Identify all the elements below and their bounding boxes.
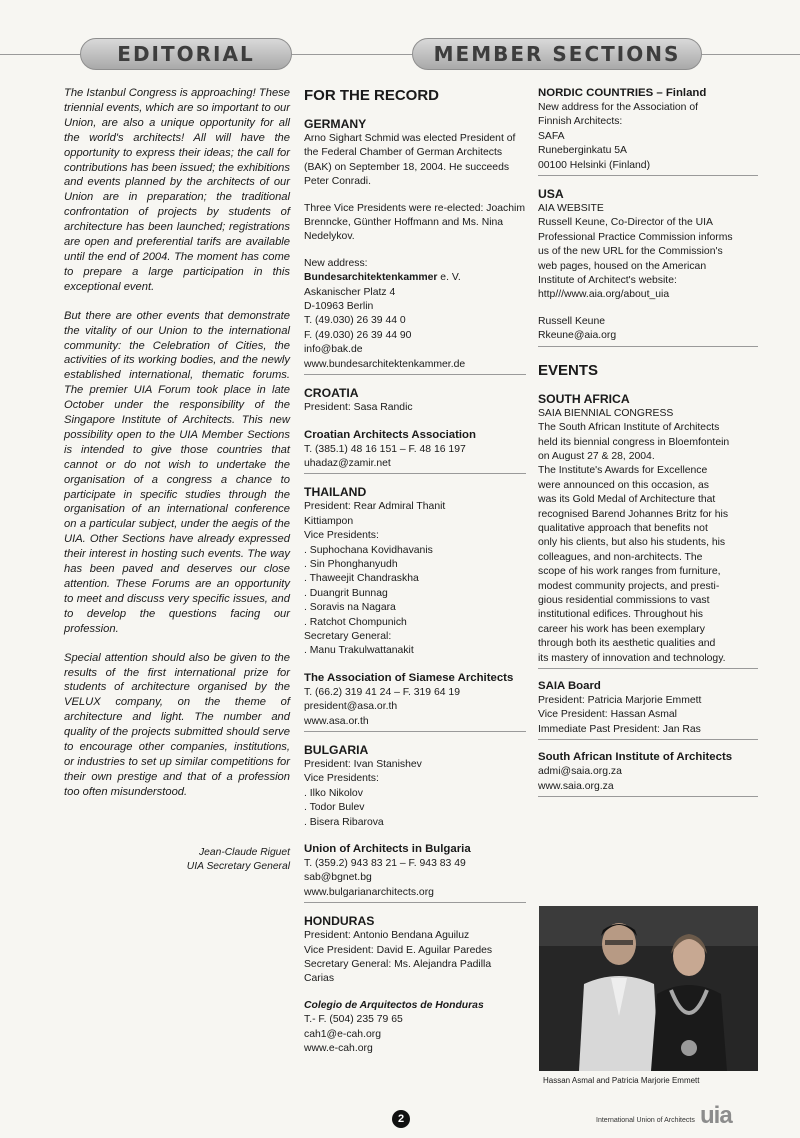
text-line: were announced on this occasion, as xyxy=(538,479,709,491)
officer-line: Vice Presidents: xyxy=(304,530,379,542)
text-line: its mastery of innovation and technology. xyxy=(538,652,726,664)
text-line: institutional edifices. Throughout his xyxy=(538,609,704,621)
phone-line: T. (49.030) 26 39 44 0 xyxy=(304,315,406,327)
text-line: The South African Institute of Architects xyxy=(538,422,720,434)
text-line: The Institute's Awards for Excellence xyxy=(538,465,708,477)
officer-line: Vice President: David E. Aguilar Paredes xyxy=(304,944,493,956)
email-link[interactable]: uhadaz@zamir.net xyxy=(304,457,391,469)
officer-line: . Ratchot Chompunich xyxy=(304,616,407,628)
text-line: Finnish Architects: xyxy=(538,116,623,128)
org-name-bold: Bundesarchitektenkammer xyxy=(304,272,438,284)
text-line: recognised Barend Johannes Britz for his xyxy=(538,508,729,520)
events-title: EVENTS xyxy=(538,361,599,379)
photo xyxy=(539,906,758,1071)
section-title: FOR THE RECORD xyxy=(304,87,439,104)
subheading: SAIA BIENNIAL CONGRESS xyxy=(538,407,674,419)
email-link[interactable]: president@asa.or.th xyxy=(304,701,398,713)
country-heading: NORDIC COUNTRIES – Finland xyxy=(538,87,707,99)
right-column xyxy=(538,86,758,807)
divider xyxy=(538,796,758,797)
website-link[interactable]: www.saia.org.za xyxy=(538,780,614,792)
divider xyxy=(304,473,526,474)
org-name: The Association of Siamese Architects xyxy=(304,671,514,684)
address-line: Askanischer Platz 4 xyxy=(304,286,396,298)
header-rule xyxy=(702,54,800,55)
header-rule xyxy=(0,54,80,55)
officer-line: Kittiampon xyxy=(304,515,354,527)
officer-line: Secretary General: Ms. Alejandra Padilla xyxy=(304,959,492,971)
board-heading: SAIA Board xyxy=(538,680,601,692)
divider xyxy=(538,175,758,176)
officer-line: President: Rear Admiral Thanit xyxy=(304,501,446,513)
phone-line: T. (66.2) 319 41 24 – F. 319 64 19 xyxy=(304,686,460,698)
officer-line: . Suphochana Kovidhavanis xyxy=(304,544,433,556)
officer-line: President: Antonio Bendana Aguiluz xyxy=(304,930,470,942)
text-line: us of the new URL for the Commission's xyxy=(538,246,723,258)
signature-title: UIA Secretary General xyxy=(186,861,290,872)
text-line: colleagues, and non-architects. The xyxy=(538,551,703,563)
header-rule xyxy=(292,54,412,55)
country-heading: CROATIA xyxy=(304,386,359,401)
text-line: Professional Practice Commission informs xyxy=(538,231,733,243)
page-number: 2 xyxy=(392,1110,410,1128)
divider xyxy=(538,739,758,740)
email-link[interactable]: cah1@e-cah.org xyxy=(304,1028,381,1040)
website-link[interactable]: www.bundesarchitektenkammer.de xyxy=(304,358,466,370)
officer-line: . Sin Phonghanyudh xyxy=(304,558,398,570)
country-heading: GERMANY xyxy=(304,117,367,131)
photo-caption: Hassan Asmal and Patricia Marjorie Emmett xyxy=(543,1076,700,1085)
signature-name: Jean-Claude Riguet xyxy=(198,847,290,858)
text-line: only his clients, but also his students, his xyxy=(538,537,726,549)
member-sections-banner: MEMBER SECTIONS xyxy=(412,38,702,70)
email-link[interactable]: admi@saia.org.za xyxy=(538,766,622,778)
officer-line: . Duangrit Bunnag xyxy=(304,587,388,599)
email-link[interactable]: Rkeune@aia.org xyxy=(538,330,617,342)
text-line: held its biennial congress in Bloemfontein xyxy=(538,436,730,448)
phone-line: T. (385.1) 48 16 151 – F. 48 16 197 xyxy=(304,443,466,455)
text-line: qualitative approach that benefits not xyxy=(538,522,708,534)
editorial-paragraph: The Istanbul Congress is approaching! These triennial events, which are so important to our Union, are also a unique opportunity for all the world's architects! All will have the opportunity to express their ideas; the call for contributions has been issued; the exhibitions and events planned by the architects of our Union are in preparation; the traditional confrontation of projects by students of architecture has been launched; registrations are open and preferential tarifs are available until the end of 2004. The moment has come to prepare a large participation in this exceptional event. xyxy=(64,87,290,293)
website-link[interactable]: http///www.aia.org/about_uia xyxy=(538,289,670,301)
country-heading: HONDURAS xyxy=(304,914,375,929)
org-name xyxy=(304,271,526,285)
text-line: web pages, housed on the American xyxy=(538,260,707,272)
officer-line: . Soravis na Nagara xyxy=(304,602,396,614)
officer-line: Carias xyxy=(304,973,335,985)
org-name: Union of Architects in Bulgaria xyxy=(304,843,471,856)
uia-logo: uia xyxy=(700,1102,732,1129)
org-name-suffix: e. V. xyxy=(437,272,461,284)
address-label: New address: xyxy=(304,257,368,269)
country-heading: USA xyxy=(538,187,564,202)
country-heading: SOUTH AFRICA xyxy=(538,391,630,406)
fax-line: F. (49.030) 26 39 44 90 xyxy=(304,329,412,341)
officer-line: . Manu Trakulwattanakit xyxy=(304,645,414,657)
address-line: Runeberginkatu 5A xyxy=(538,145,627,157)
president-line: President: Sasa Randic xyxy=(304,402,413,414)
text-line: was its Gold Medal of Architecture that xyxy=(538,494,716,506)
website-link[interactable]: www.bulgarianarchitects.org xyxy=(304,886,434,898)
phone-line: T. (359.2) 943 83 21 – F. 943 83 49 xyxy=(304,858,466,870)
divider xyxy=(304,902,526,903)
text-line: through both its aesthetic qualities and xyxy=(538,638,716,650)
text-line: gious residential commissions to vast xyxy=(538,594,710,606)
paragraph: Three Vice Presidents were re-elected: Joachim Brenncke, Günther Hoffmann and Ms. Nina Nedelykov. xyxy=(304,202,525,243)
email-link[interactable]: sab@bgnet.bg xyxy=(304,872,372,884)
officer-line: President: Patricia Marjorie Emmett xyxy=(538,695,702,706)
officer-line: Vice President: Hassan Asmal xyxy=(538,709,677,721)
text-line: SAFA xyxy=(538,130,565,142)
address-line: 00100 Helsinki (Finland) xyxy=(538,159,651,171)
officer-line: Immediate Past President: Jan Ras xyxy=(538,723,701,735)
footer-text: International Union of Architects xyxy=(596,1117,695,1124)
editorial-signature xyxy=(150,846,290,874)
phone-line: T.- F. (504) 235 79 65 xyxy=(304,1014,403,1026)
country-heading: BULGARIA xyxy=(304,743,369,757)
editorial-paragraph: Special attention should also be given to the results of the first international prize for students of architecture organised by the VELUX company, on the theme of architecture and light. The number and quality of the projects submitted should serve to encourage other companies, institutions, or industries to set up similar competitions for their own prestige and that of a profession too often misunderstood. xyxy=(64,651,290,798)
subheading: AIA WEBSITE xyxy=(538,203,604,215)
officer-line: Vice Presidents: xyxy=(304,773,379,785)
divider xyxy=(538,346,758,347)
text-line: Institute of Architect's website: xyxy=(538,275,677,287)
divider xyxy=(304,374,526,375)
officer-line: . Ilko Nikolov xyxy=(304,787,363,799)
editorial-paragraph: But there are other events that demonstrate the vitality of our Union to the international community: the Celebration of Cities, the activities of its working bodies, and the newly established international, thematic forums. The premier UIA Forum took place in late October under the responsibility of the Singapore Institute of Architects. This new possibility open to the UIA Member Sections is intended to give those countries that cannot or do not wish to undertake the organisation of a congress a chance to participate in specific studies through the organisation of an international conference on a particular subject, under the aegis of the UIA. Other Sections have already expressed their interest in hosting such events. The way has been paved and deserves our close attention. These Forums are an opportunity to meet and discuss very specific issues, and to develop the questions facing our profession. xyxy=(64,309,290,635)
contact-name: Russell Keune xyxy=(538,315,606,327)
officer-line: Secretary General: xyxy=(304,630,392,642)
officer-line: . Thaweejit Chandraskha xyxy=(304,573,419,585)
text-line: modest community projects, and presti- xyxy=(538,580,720,592)
photo-illustration xyxy=(539,906,758,1071)
officer-line: . Todor Bulev xyxy=(304,802,365,814)
address-line: D-10963 Berlin xyxy=(304,301,374,313)
country-heading: THAILAND xyxy=(304,485,367,500)
text-line: New address for the Association of xyxy=(538,102,698,113)
officer-line: President: Ivan Stanishev xyxy=(304,759,422,770)
org-name: South African Institute of Architects xyxy=(538,751,733,764)
text-line: scope of his work ranges from furniture, xyxy=(538,566,721,578)
email-link[interactable]: info@bak.de xyxy=(304,344,363,356)
website-link[interactable]: www.e-cah.org xyxy=(304,1043,373,1055)
org-name: Croatian Architects Association xyxy=(304,428,476,441)
divider xyxy=(304,731,526,732)
editorial-banner: EDITORIAL xyxy=(80,38,292,70)
text-line: on August 27 & 28, 2004. xyxy=(538,450,655,462)
divider xyxy=(538,668,758,669)
website-link[interactable]: www.asa.or.th xyxy=(304,715,369,727)
for-the-record-column xyxy=(304,86,526,1057)
editorial-text xyxy=(64,86,290,814)
org-name: Colegio de Arquitectos de Honduras xyxy=(304,999,484,1011)
text-line: Russell Keune, Co-Director of the UIA xyxy=(538,217,713,229)
officer-line: . Bisera Ribarova xyxy=(304,816,384,828)
text-line: career his work has been exemplary xyxy=(538,623,705,635)
paragraph: Arno Sighart Schmid was elected President of the Federal Chamber of German Architects (BAK) on September 18, 2004. He succeeds Peter Conradi. xyxy=(304,133,516,188)
